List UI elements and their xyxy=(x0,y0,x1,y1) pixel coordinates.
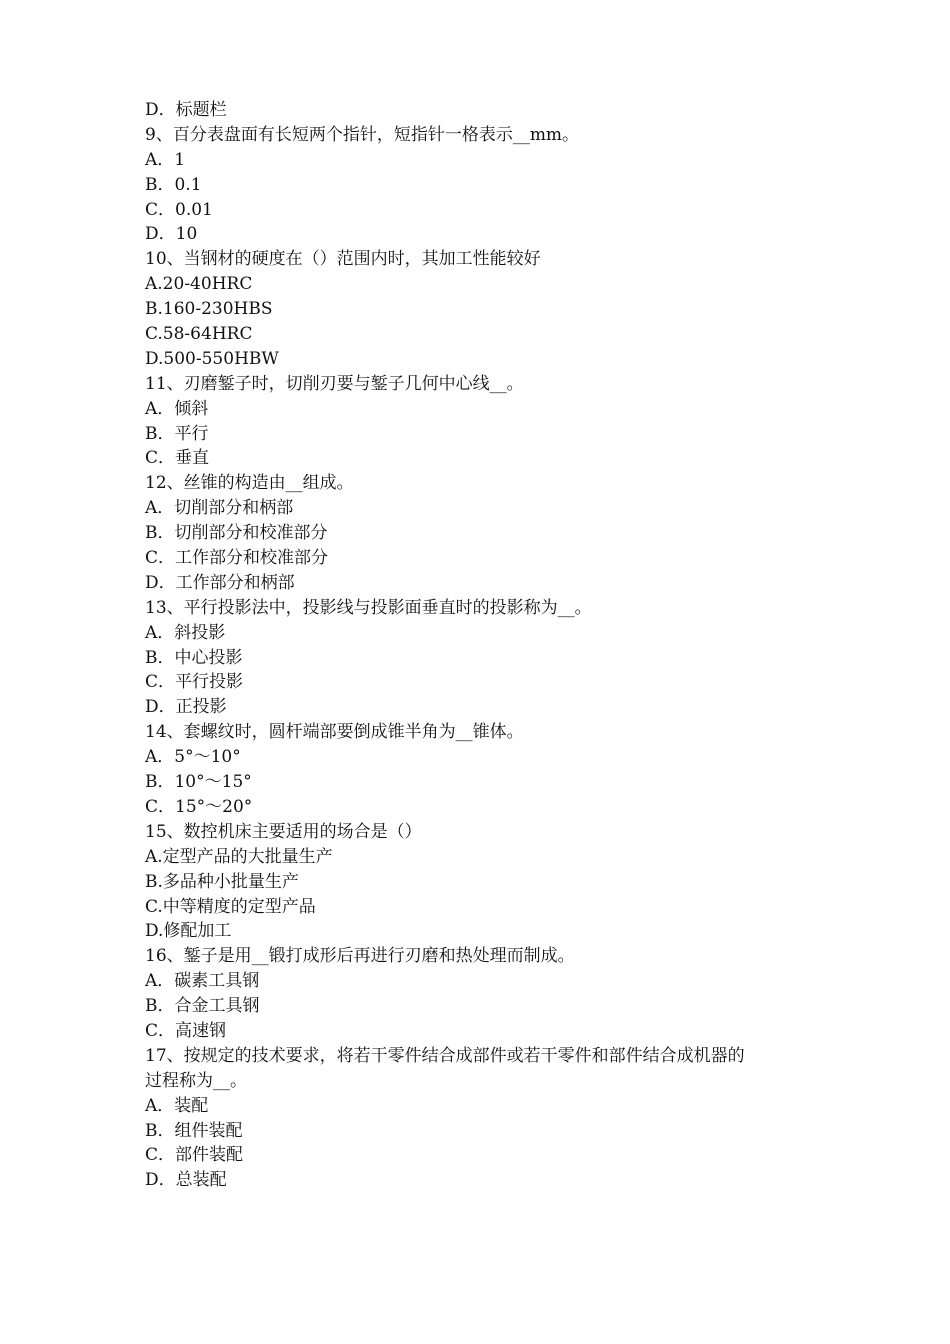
option-line: D．正投影 xyxy=(145,697,227,718)
question-line: 14、套螺纹时，圆杆端部要倒成锥半角为__锥体。 xyxy=(145,722,524,743)
question-line: 13、平行投影法中，投影线与投影面垂直时的投影称为__。 xyxy=(145,597,592,618)
option-line: B．平行 xyxy=(145,423,209,444)
option-line: A.定型产品的大批量生产 xyxy=(145,846,333,867)
option-line: B．0.1 xyxy=(145,174,202,195)
question-line: 10、当钢材的硬度在（）范围内时，其加工性能较好 xyxy=(145,249,541,270)
document-text xyxy=(145,98,825,1193)
option-line: A．5°～10° xyxy=(145,747,241,768)
option-line: C．15°～20° xyxy=(145,796,253,817)
question-line: 17、按规定的技术要求，将若干零件结合成部件或若干零件和部件结合成机器的 xyxy=(145,1045,745,1066)
option-line: B．切削部分和校准部分 xyxy=(145,523,328,544)
option-line: C．垂直 xyxy=(145,448,210,469)
question-line: 12、丝锥的构造由__组成。 xyxy=(145,473,354,494)
question-line-continued: 过程称为__。 xyxy=(145,1070,247,1091)
option-line: C．工作部分和校准部分 xyxy=(145,548,329,569)
option-line: A．切削部分和柄部 xyxy=(145,498,294,519)
option-line: C.中等精度的定型产品 xyxy=(145,896,316,917)
option-line: D．标题栏 xyxy=(145,100,227,120)
option-line: B.多品种小批量生产 xyxy=(145,871,299,892)
option-line: C．部件装配 xyxy=(145,1145,244,1166)
option-line: B．10°～15° xyxy=(145,772,252,793)
option-line: A．装配 xyxy=(145,1095,209,1116)
option-line: D．工作部分和柄部 xyxy=(145,572,295,593)
option-line: A．碳素工具钢 xyxy=(145,971,260,992)
option-line: B．合金工具钢 xyxy=(145,996,260,1017)
option-line: B.160-230HBS xyxy=(145,299,273,320)
question-line: 11、刃磨錾子时，切削刃要与錾子几何中心线__。 xyxy=(145,373,524,394)
option-line: A．倾斜 xyxy=(145,398,209,419)
option-line: C.58-64HRC xyxy=(145,324,253,345)
option-line: D.500-550HBW xyxy=(145,348,279,369)
question-line: 16、錾子是用__锻打成形后再进行刃磨和热处理而制成。 xyxy=(145,946,575,967)
option-line: B．中心投影 xyxy=(145,647,243,668)
option-line: A．1 xyxy=(145,149,186,170)
question-line: 15、数控机床主要适用的场合是（） xyxy=(145,821,422,842)
option-line: C．高速钢 xyxy=(145,1020,227,1041)
option-line: D．总装配 xyxy=(145,1170,227,1191)
question-line: 9、百分表盘面有长短两个指针，短指针一格表示__mm。 xyxy=(145,124,580,145)
option-line: C．0.01 xyxy=(145,199,213,220)
option-line: B．组件装配 xyxy=(145,1120,243,1141)
option-line: D．10 xyxy=(145,224,198,245)
option-line: A．斜投影 xyxy=(145,622,226,643)
option-line: A.20-40HRC xyxy=(145,274,253,295)
option-line: D.修配加工 xyxy=(145,921,232,942)
option-line: C．平行投影 xyxy=(145,672,244,693)
